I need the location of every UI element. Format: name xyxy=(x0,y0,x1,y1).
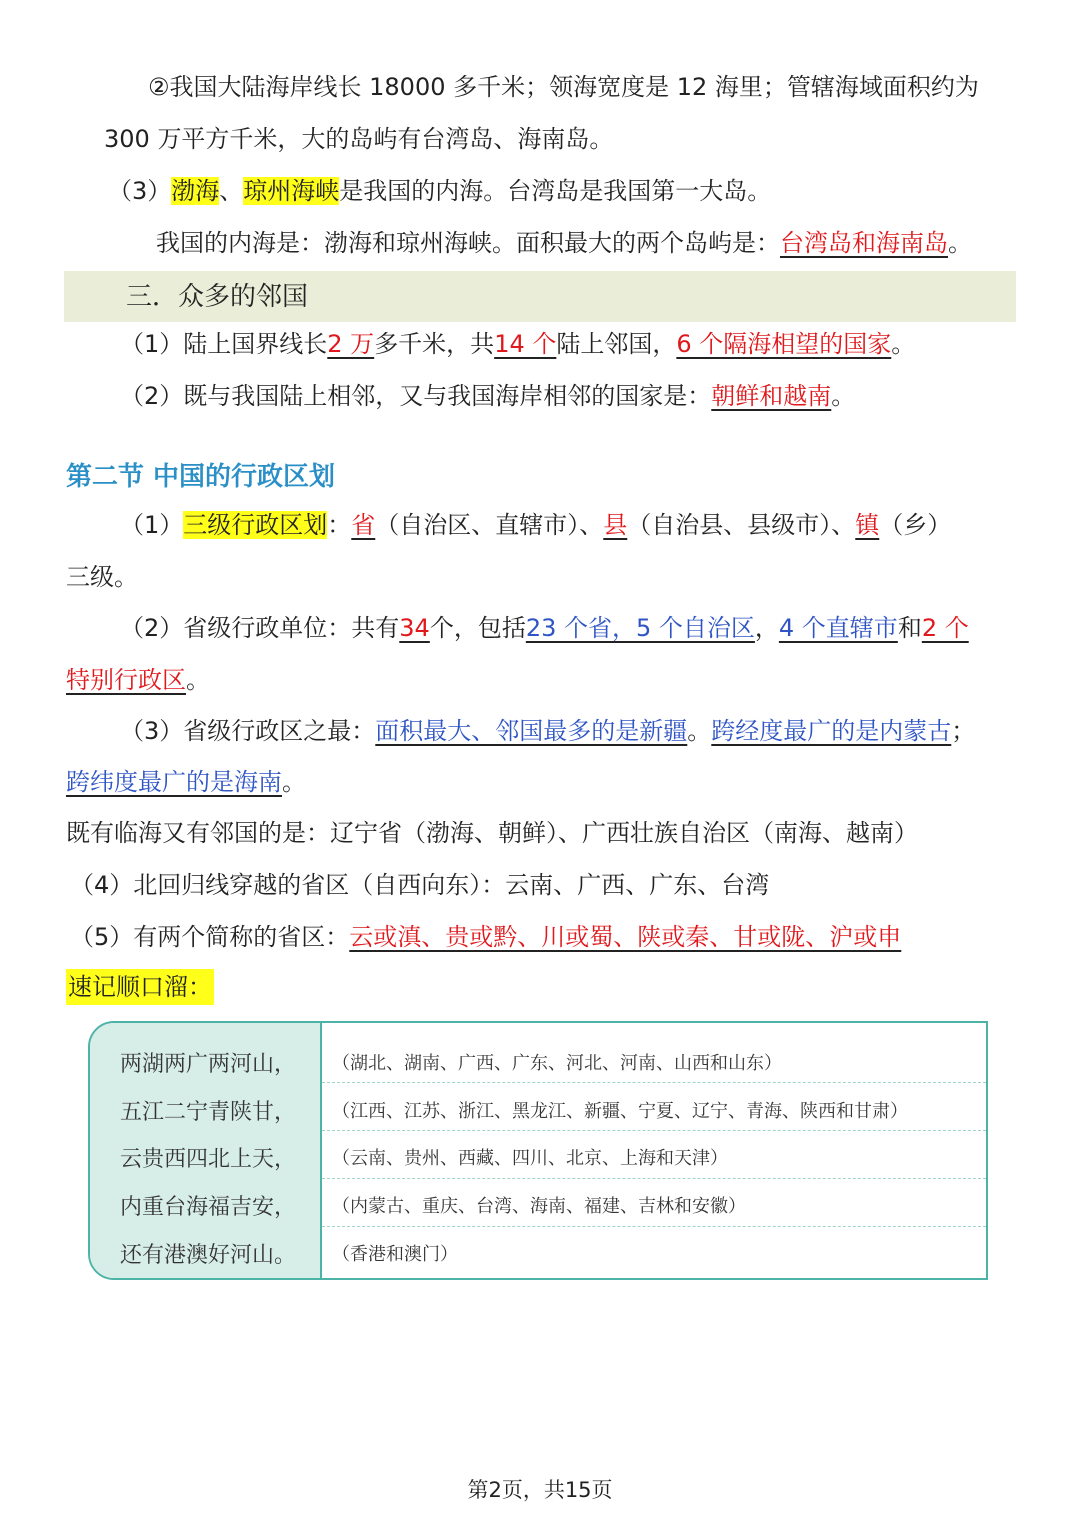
county-note: （自治县、县级市）、 xyxy=(627,511,856,539)
section-title-admin-divisions: 第二节 中国的行政区划 xyxy=(66,462,336,492)
coastline-paragraph: ②我国大陆海岸线长 18000 多千米；领海宽度是 12 海里；管辖海域面积约为 xyxy=(148,73,979,101)
three-level-item xyxy=(120,508,951,542)
item-number: （3） xyxy=(108,177,172,205)
page-footer: 第2页，共15页 xyxy=(467,1478,613,1502)
period: 。 xyxy=(282,768,306,796)
period: 。 xyxy=(831,382,856,410)
answer-border-length: 2 万 xyxy=(327,330,375,358)
separator: 、 xyxy=(219,177,244,205)
answer-county: 县 xyxy=(603,511,628,539)
border-length-item xyxy=(120,327,915,361)
mnemonic-provinces: （湖北、湖南、广西、广东、河北、河南、山西和山东） xyxy=(332,1053,782,1074)
superlatives-text: （3）省级行政区之最： xyxy=(120,717,376,745)
answer-municipalities: 4 个直辖市 xyxy=(778,614,898,642)
answer-provinces-regions: 23 个省，5 个自治区 xyxy=(525,614,755,642)
colon: ： xyxy=(327,511,352,539)
provincial-units-item xyxy=(120,611,969,645)
period: 。 xyxy=(948,229,972,257)
mnemonic-provinces: （内蒙古、重庆、台湾、海南、福建、吉林和安徽） xyxy=(332,1196,746,1217)
border-text-a: （1）陆上国界线长 xyxy=(120,330,328,358)
mnemonic-provinces: （江西、江苏、浙江、黑龙江、新疆、宁夏、辽宁、青海、陕西和甘肃） xyxy=(332,1101,908,1122)
section-three-title: 三．众多的邻国 xyxy=(126,282,309,312)
three-level-item-cont: 三级。 xyxy=(66,563,138,591)
provincial-text-b: 个，包括 xyxy=(429,614,526,642)
answer-province: 省 xyxy=(351,511,376,539)
provincial-text-a: （2）省级行政单位：共有 xyxy=(120,614,400,642)
answer-hainan: 跨纬度最广的是海南 xyxy=(66,768,282,796)
answer-34: 34 xyxy=(399,614,430,642)
dual-abbr-text: （5）有两个简称的省区： xyxy=(70,923,350,951)
mnemonic-table xyxy=(88,1021,988,1280)
highlight-bohai: 渤海 xyxy=(171,177,220,205)
town-note: （乡） xyxy=(879,511,952,539)
row-divider xyxy=(322,1082,986,1083)
comma: ， xyxy=(754,614,779,642)
and: 和 xyxy=(897,614,922,642)
provincial-superlatives-item xyxy=(120,714,975,748)
mnemonic-verse: 内重台海福吉安， xyxy=(120,1195,297,1220)
mnemonic-provinces: （香港和澳门） xyxy=(332,1244,458,1265)
answer-korea-vietnam: 朝鲜和越南 xyxy=(711,382,832,410)
row-divider xyxy=(322,1130,986,1131)
answer-sea-neighbors: 6 个隔海相望的国家 xyxy=(676,330,892,358)
mnemonic-verse: 五江二宁青陕甘， xyxy=(120,1100,297,1125)
mnemonic-verse: 云贵西四北上天， xyxy=(120,1147,297,1172)
answer-2: 2 个 xyxy=(921,614,969,642)
answer-largest-islands: 台湾岛和海南岛 xyxy=(780,229,948,257)
item-number: （1） xyxy=(120,511,184,539)
sea-and-neighbor-line: 既有临海又有邻国的是：辽宁省（渤海、朝鲜）、广西壮族自治区（南海、越南） xyxy=(66,819,918,847)
semicolon: ； xyxy=(951,717,976,745)
largest-islands-text: 我国的内海是：渤海和琼州海峡。面积最大的两个岛屿是： xyxy=(156,229,780,257)
period: 。 xyxy=(687,717,712,745)
answer-inner-mongolia: 跨经度最广的是内蒙古 xyxy=(711,717,952,745)
answer-land-neighbors: 14 个 xyxy=(494,330,557,358)
answer-xinjiang: 面积最大、邻国最多的是新疆 xyxy=(375,717,688,745)
land-sea-neighbor-item xyxy=(120,379,855,413)
row-divider xyxy=(322,1226,986,1227)
mnemonic-label-line xyxy=(66,970,214,1004)
period: 。 xyxy=(186,666,210,694)
highlight-qiongzhou-strait: 琼州海峡 xyxy=(243,177,340,205)
border-text-b: 多千米，共 xyxy=(374,330,495,358)
neighbor-question: （2）既与我国陆上相邻，又与我国海岸相邻的国家是： xyxy=(120,382,712,410)
largest-islands-line xyxy=(156,226,972,260)
border-text-c: 陆上邻国， xyxy=(556,330,677,358)
highlight-three-levels: 三级行政区划 xyxy=(183,511,328,539)
answer-dual-abbreviations: 云或滇、贵或黔、川或蜀、陕或秦、甘或陇、沪或申 xyxy=(349,923,902,951)
mnemonic-label: 速记顺口溜： xyxy=(66,969,214,1005)
dual-abbreviation-item xyxy=(70,920,901,954)
row-divider xyxy=(322,1178,986,1179)
provincial-superlatives-cont xyxy=(66,765,306,799)
answer-sar: 特别行政区 xyxy=(66,666,186,694)
inner-sea-item xyxy=(108,174,771,208)
provincial-units-item-cont xyxy=(66,663,210,697)
period: 。 xyxy=(891,330,916,358)
mnemonic-verse: 两湖两广两河山， xyxy=(120,1052,297,1077)
province-note: （自治区、直辖市）、 xyxy=(375,511,604,539)
mnemonic-provinces: （云南、贵州、西藏、四川、北京、上海和天津） xyxy=(332,1148,728,1169)
coastline-paragraph-cont: 300 万平方千米，大的岛屿有台湾岛、海南岛。 xyxy=(104,125,614,153)
inner-sea-text: 是我国的内海。台湾岛是我国第一大岛。 xyxy=(339,177,772,205)
answer-town: 镇 xyxy=(855,511,880,539)
mnemonic-verse: 还有港澳好河山。 xyxy=(120,1243,297,1268)
tropic-of-cancer-item: （4）北回归线穿越的省区（自西向东）：云南、广西、广东、台湾 xyxy=(70,871,770,899)
